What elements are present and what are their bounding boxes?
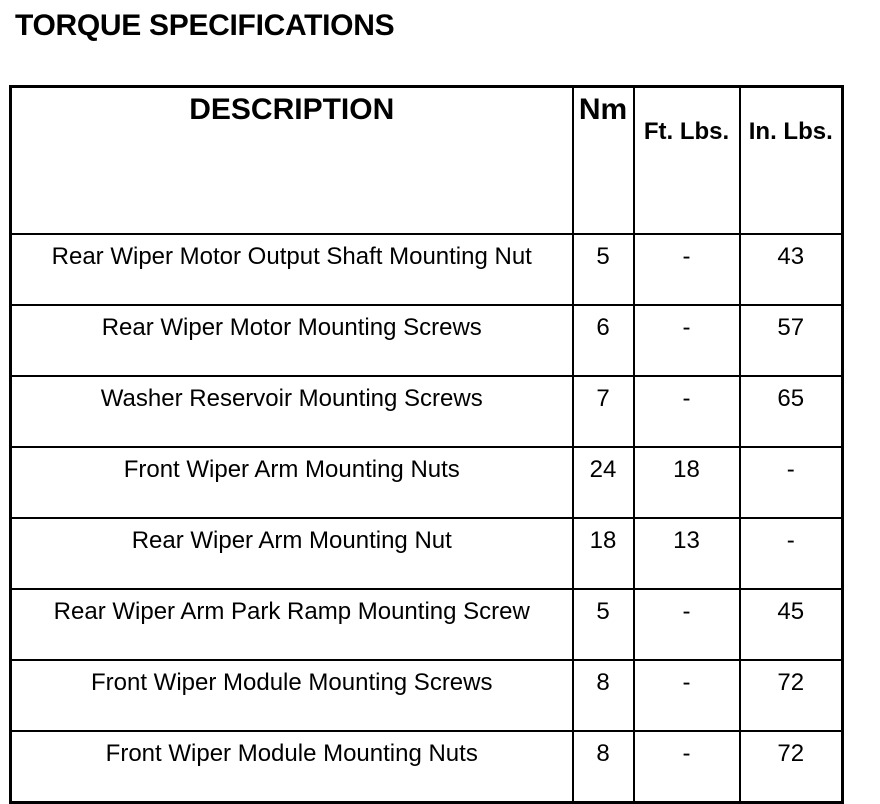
- table-row: [11, 589, 843, 660]
- table-row: [11, 660, 843, 731]
- table-row: [11, 447, 843, 518]
- in-lbs-cell: 65: [740, 376, 843, 447]
- ft-lbs-cell: -: [634, 731, 740, 803]
- description-cell: Front Wiper Module Mounting Screws: [11, 660, 573, 731]
- nm-cell: 8: [573, 660, 634, 731]
- nm-cell: 18: [573, 518, 634, 589]
- in-lbs-cell: 57: [740, 305, 843, 376]
- page-title: TORQUE SPECIFICATIONS: [15, 9, 395, 42]
- description-cell: Front Wiper Module Mounting Nuts: [11, 731, 573, 803]
- description-cell: Washer Reservoir Mounting Screws: [11, 376, 573, 447]
- column-header-in-lbs: In. Lbs.: [740, 87, 843, 235]
- column-header-ft-lbs: Ft. Lbs.: [634, 87, 740, 235]
- nm-cell: 5: [573, 234, 634, 305]
- table-header-row: [11, 87, 843, 235]
- ft-lbs-cell: -: [634, 234, 740, 305]
- description-cell: Rear Wiper Arm Mounting Nut: [11, 518, 573, 589]
- description-cell: Rear Wiper Motor Output Shaft Mounting Nut: [11, 234, 573, 305]
- column-header-description: DESCRIPTION: [11, 87, 573, 235]
- ft-lbs-cell: -: [634, 660, 740, 731]
- ft-lbs-cell: 13: [634, 518, 740, 589]
- ft-lbs-cell: -: [634, 305, 740, 376]
- table-row: [11, 234, 843, 305]
- in-lbs-cell: 72: [740, 660, 843, 731]
- nm-cell: 7: [573, 376, 634, 447]
- description-cell: Front Wiper Arm Mounting Nuts: [11, 447, 573, 518]
- table-row: [11, 518, 843, 589]
- ft-lbs-cell: 18: [634, 447, 740, 518]
- table-row: [11, 731, 843, 803]
- nm-cell: 6: [573, 305, 634, 376]
- in-lbs-cell: 45: [740, 589, 843, 660]
- torque-spec-table: [9, 85, 844, 804]
- nm-cell: 8: [573, 731, 634, 803]
- nm-cell: 24: [573, 447, 634, 518]
- table-row: [11, 305, 843, 376]
- in-lbs-cell: 72: [740, 731, 843, 803]
- description-cell: Rear Wiper Motor Mounting Screws: [11, 305, 573, 376]
- table-row: [11, 376, 843, 447]
- in-lbs-cell: 43: [740, 234, 843, 305]
- column-header-nm: Nm: [573, 87, 634, 235]
- in-lbs-cell: -: [740, 447, 843, 518]
- nm-cell: 5: [573, 589, 634, 660]
- description-cell: Rear Wiper Arm Park Ramp Mounting Screw: [11, 589, 573, 660]
- in-lbs-cell: -: [740, 518, 843, 589]
- ft-lbs-cell: -: [634, 376, 740, 447]
- ft-lbs-cell: -: [634, 589, 740, 660]
